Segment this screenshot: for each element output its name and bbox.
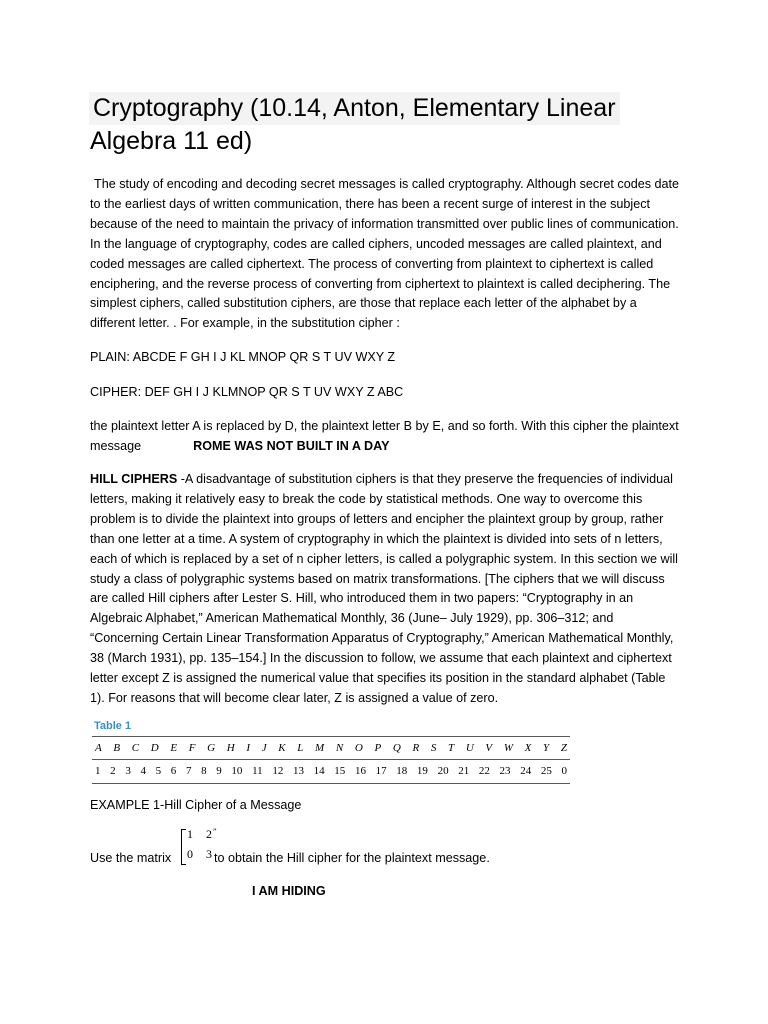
table-letter-cell: B — [113, 742, 121, 754]
table-number-cell: 3 — [125, 765, 131, 777]
table-letter-cell: Z — [560, 742, 567, 754]
table-number-cell: 2 — [110, 765, 116, 777]
matrix-cell-r2c2: 3 — [206, 847, 212, 861]
alphabet-table — [92, 736, 570, 784]
table-letter-cell: L — [297, 742, 304, 754]
title-line-2: Algebra 11 ed) — [90, 127, 253, 155]
table-number-cell: 17 — [375, 765, 387, 777]
table-title: Table 1 — [94, 720, 132, 732]
table-letter-cell: U — [465, 742, 474, 754]
table-letter-cell: E — [170, 742, 178, 754]
table-number-cell: 12 — [272, 765, 284, 777]
table-number-cell: 10 — [231, 765, 243, 777]
table-number-cell: 16 — [354, 765, 366, 777]
result-paragraph — [90, 417, 680, 457]
hill-ciphers-paragraph — [90, 470, 680, 709]
table-number-cell: 21 — [458, 765, 470, 777]
result-message: ROME WAS NOT BUILT IN A DAY — [193, 438, 390, 453]
table-letter-cell: F — [188, 742, 196, 754]
alphabet-letters-row — [92, 737, 570, 760]
table-letter-cell: T — [448, 742, 455, 754]
table-number-cell: 18 — [396, 765, 408, 777]
table-number-cell: 14 — [313, 765, 325, 777]
table-letter-cell: Y — [543, 742, 550, 754]
table-letter-cell: I — [246, 742, 251, 754]
matrix-text-prefix: Use the matrix — [90, 851, 172, 865]
table-letter-cell: R — [412, 742, 420, 754]
table-number-cell: 5 — [155, 765, 162, 777]
matrix — [181, 827, 217, 867]
hill-ciphers-text: -A disadvantage of substitution ciphers is that they preserve the frequencies of individual letters, making it relatively easy to break the code by statistical methods. One way to overcome this problem is to divide the plaintext into groups of letters and encipher the plaintext group by group, rather than one letter at a time. A system of cryptography in which the plaintext is divided into sets of n letters, each of which is replaced by a set of n cipher letters, is called a polygraphic system. In this section we will study a class of polygraphic systems based on matrix transformations. [The ciphers that we will discuss are called Hill ciphers after Lester S. Hill, who introduced them in two papers: “Cryptography in an Algebraic Alphabet,” American Mathematical Monthly, 36 (June– July 1929), pp. 306–312; and “Concerning Certain Linear Transformation Apparatus of Cryptography,” American Mathematical Monthly, 38 (March 1931), pp. 135–154.] In the discussion to follow, we assume that each plaintext and ciphertext letter except Z is assigned the numerical value that specifies its position in the standard alphabet (Table 1). For reasons that will become clear later, Z is assigned a value of zero. — [90, 472, 678, 705]
table-letter-cell: S — [430, 742, 437, 754]
hiding-message: I AM HIDING — [252, 884, 326, 898]
plain-alphabet-line: PLAIN: ABCDE F GH I J KL MNOP QR S T UV WXY Z — [90, 350, 396, 364]
hill-ciphers-label: HILL CIPHERS — [90, 472, 178, 486]
result-text: the plaintext letter A is replaced by D, the plaintext letter B by E, and so forth. With this cipher the plaintext message — [90, 419, 679, 453]
table-letter-cell: C — [131, 742, 140, 754]
table-number-cell: 11 — [252, 765, 263, 777]
table-letter-cell: M — [315, 742, 325, 754]
table-number-cell: 8 — [201, 765, 207, 777]
table-number-cell: 19 — [416, 765, 428, 777]
table-number-cell: 24 — [520, 765, 532, 777]
table-number-cell: 9 — [216, 765, 222, 777]
table-number-cell: 23 — [499, 765, 511, 777]
table-number-cell: 1 — [95, 765, 101, 777]
table-letter-cell: P — [374, 742, 382, 754]
table-letter-cell: H — [226, 742, 235, 754]
matrix-text-suffix: to obtain the Hill cipher for the plaintext message. — [214, 851, 490, 865]
table-number-cell: 0 — [561, 765, 567, 777]
table-number-cell: 20 — [437, 765, 449, 777]
table-letter-cell: G — [207, 742, 216, 754]
table-letter-cell: A — [95, 742, 102, 754]
table-number-cell: 22 — [478, 765, 490, 777]
table-number-cell: 7 — [185, 765, 192, 777]
document-title — [90, 92, 650, 158]
table-number-cell: 6 — [170, 765, 177, 777]
table-letter-cell: W — [503, 742, 513, 754]
table-letter-cell: X — [524, 742, 532, 754]
matrix-bracket — [181, 829, 186, 865]
table-number-cell: 15 — [334, 765, 346, 777]
example-heading: EXAMPLE 1-Hill Cipher of a Message — [90, 798, 302, 812]
alphabet-numbers-row — [92, 760, 570, 783]
table-letter-cell: N — [335, 742, 344, 754]
table-number-cell: 25 — [540, 765, 552, 777]
matrix-bracket-mark: ” — [213, 827, 217, 836]
matrix-cell-r2c1: 0 — [187, 847, 193, 861]
matrix-cell-r1c1: 1 — [187, 827, 193, 841]
table-letter-cell: Q — [392, 742, 401, 754]
title-line-1: Cryptography (10.14, Anton, Elementary Linear — [89, 92, 620, 125]
table-letter-cell: O — [354, 742, 363, 754]
table-number-cell: 4 — [140, 765, 146, 777]
table-letter-cell: V — [485, 742, 493, 754]
intro-paragraph: The study of encoding and decoding secret messages is called cryptography. Although secret codes date to the earliest days of written communication, there has been a recent surge of interest in the subject because of the need to maintain the privacy of information transmitted over public lines of communication. In the language of cryptography, codes are called ciphers, uncoded messages are called plaintext, and coded messages are called ciphertext. The process of converting from plaintext to ciphertext is called enciphering, and the reverse process of converting from ciphertext to plaintext is called deciphering. The simplest ciphers, called substitution ciphers, are those that replace each letter of the alphabet by a different letter. . For example, in the substitution cipher : — [90, 177, 680, 331]
table-letter-cell: J — [261, 742, 267, 754]
table-letter-cell: D — [150, 742, 159, 754]
matrix-cell-r1c2: 2 — [206, 827, 212, 841]
table-letter-cell: K — [278, 742, 286, 754]
cipher-alphabet-line: CIPHER: DEF GH I J KLMNOP QR S T UV WXY Z ABC — [90, 385, 404, 399]
table-number-cell: 13 — [292, 765, 304, 777]
